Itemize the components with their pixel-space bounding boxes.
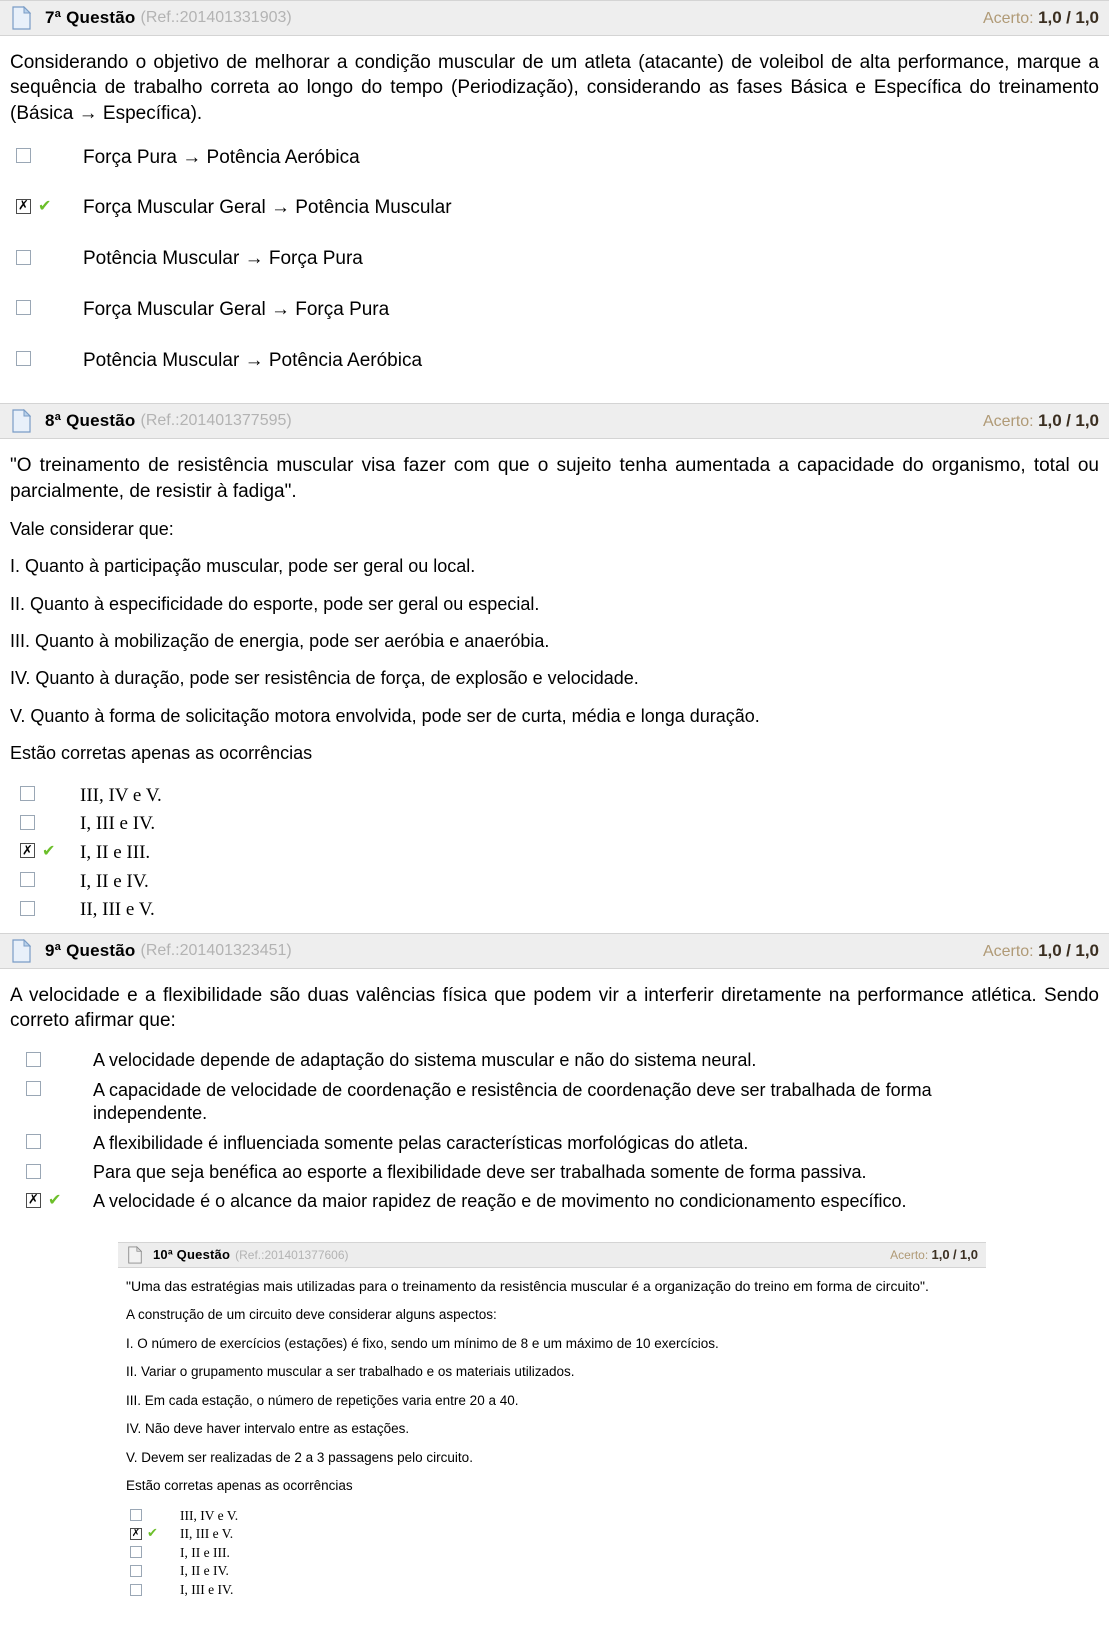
question-block-8 — [0, 403, 1109, 933]
question-body-10 — [118, 1268, 986, 1602]
checkbox-unchecked-icon[interactable] — [130, 1509, 142, 1521]
question-paragraph: IV. Não deve haver intervalo entre as estações. — [126, 1421, 410, 1437]
correct-check-icon: ✔ — [147, 1526, 158, 1542]
question-paragraph: I. Quanto à participação muscular, pode ser geral ou local. — [10, 556, 476, 577]
question-block-10 — [118, 1242, 986, 1602]
option-label: I, III e IV. — [80, 813, 156, 835]
option-row[interactable] — [122, 1581, 982, 1599]
checkbox-unchecked-icon[interactable] — [26, 1052, 41, 1067]
question-paragraph: III. Quanto à mobilização de energia, pode ser aeróbia e anaeróbia. — [10, 630, 550, 651]
option-row[interactable] — [8, 349, 1101, 374]
question-paragraph: Vale considerar que: — [10, 518, 174, 539]
option-mark[interactable] — [8, 898, 80, 916]
question-paragraph: Estão corretas apenas as ocorrências — [10, 743, 313, 764]
document-icon — [12, 409, 31, 433]
options-list-8 — [8, 784, 1101, 923]
checkbox-unchecked-icon[interactable] — [16, 300, 31, 315]
score-separator: / — [1066, 8, 1071, 27]
option-label: Força Muscular Geral → Potência Muscular — [83, 197, 452, 219]
option-row[interactable] — [122, 1525, 982, 1543]
document-icon — [128, 1246, 142, 1264]
option-mark[interactable] — [122, 1581, 180, 1596]
question-statement: "O treinamento de resistência muscular visa fazer com que o sujeito tenha aumentada a capacidade do organismo, total ou parcialmente, de resistir à fadiga". — [10, 455, 1099, 502]
option-mark[interactable] — [8, 247, 83, 265]
question-paragraph: I. O número de exercícios (estações) é fixo, sendo um mínimo de 8 e um máximo de 10 exercícios. — [126, 1335, 719, 1351]
score-value: 1,0 — [931, 1247, 950, 1263]
option-row[interactable] — [122, 1544, 982, 1562]
checkbox-checked-icon[interactable] — [130, 1528, 142, 1540]
question-block-9 — [0, 933, 1109, 1224]
option-row[interactable] — [8, 812, 1101, 837]
correct-check-icon: ✔ — [42, 840, 56, 860]
score-value: 1,0 — [1038, 940, 1062, 960]
option-row[interactable] — [8, 784, 1101, 809]
score-separator: / — [952, 1247, 957, 1263]
option-mark[interactable] — [8, 349, 83, 367]
option-mark[interactable] — [8, 1161, 93, 1179]
option-row[interactable] — [8, 247, 1101, 272]
question-title: 10ª Questão — [153, 1247, 231, 1263]
option-mark[interactable] — [122, 1525, 180, 1540]
option-row[interactable] — [8, 146, 1101, 171]
option-mark[interactable] — [122, 1544, 180, 1559]
score-value: 1,0 — [1038, 8, 1062, 27]
score-label: Acerto: — [982, 10, 1034, 27]
score-label: Acerto: — [982, 942, 1034, 960]
question-score — [983, 411, 1099, 431]
option-row[interactable] — [8, 841, 1101, 866]
option-label: II, III e V. — [180, 1526, 234, 1542]
question-body-7 — [0, 36, 1109, 403]
question-paragraph: Estão corretas apenas as ocorrências — [126, 1478, 353, 1494]
question-paragraph: A construção de um circuito deve considerar alguns aspectos: — [126, 1307, 497, 1322]
question-score — [983, 8, 1099, 28]
options-list-10 — [122, 1507, 982, 1599]
checkbox-checked-icon[interactable] — [20, 843, 35, 858]
option-label: Potência Muscular → Potência Aeróbica — [83, 349, 423, 371]
question-statement: A velocidade e a flexibilidade são duas valências física que podem vir a interferir diretamente na performance atlética. Sendo correto afirmar que: — [10, 984, 1099, 1032]
option-label: I, II e IV. — [80, 870, 149, 892]
checkbox-unchecked-icon[interactable] — [16, 351, 31, 366]
question-header-8 — [0, 403, 1109, 439]
score-separator: / — [1066, 940, 1071, 960]
option-label: Para que seja benéfica ao esporte a flexibilidade deve ser trabalhada somente de forma passiva. — [93, 1162, 867, 1183]
score-value: 1,0 — [1038, 411, 1062, 431]
question-title: 7ª Questão — [45, 8, 136, 27]
question-title: 8ª Questão — [45, 411, 136, 431]
question-statement: Considerando o objetivo de melhorar a condição muscular de um atleta (atacante) de voleibol de alta performance, marque a sequência de trabalho correta ao longo do tempo (Periodização), considerando as fases Básica e Específica do treinamento (Básica → Específica). — [10, 52, 1099, 124]
option-mark[interactable] — [8, 1049, 93, 1067]
option-label: Força Pura → Potência Aeróbica — [83, 146, 360, 168]
checkbox-unchecked-icon[interactable] — [16, 148, 31, 163]
options-list-7 — [8, 146, 1101, 373]
question-header-7 — [0, 0, 1109, 36]
option-label: Força Muscular Geral → Força Pura — [83, 298, 390, 320]
question-header-10 — [118, 1242, 986, 1268]
checkbox-unchecked-icon[interactable] — [26, 1164, 41, 1179]
option-row[interactable] — [8, 1079, 1101, 1126]
checkbox-unchecked-icon[interactable] — [130, 1546, 142, 1558]
option-row[interactable] — [8, 1190, 1101, 1213]
checkbox-checked-icon[interactable] — [26, 1193, 41, 1208]
correct-check-icon: ✔ — [38, 196, 52, 216]
checkbox-unchecked-icon[interactable] — [26, 1081, 41, 1096]
option-mark[interactable] — [8, 870, 80, 888]
option-label: I, II e III. — [180, 1544, 230, 1560]
option-row[interactable] — [8, 298, 1101, 323]
score-separator: / — [1066, 411, 1071, 431]
checkbox-unchecked-icon[interactable] — [20, 815, 35, 830]
checkbox-checked-icon[interactable] — [16, 199, 31, 214]
option-label: A velocidade depende de adaptação do sistema muscular e não do sistema neural. — [93, 1050, 757, 1071]
score-total: 1,0 — [1075, 411, 1099, 431]
question-ref: (Ref.:201401377606) — [235, 1247, 349, 1262]
option-mark[interactable] — [8, 146, 83, 164]
option-mark[interactable] — [8, 784, 80, 802]
question-paragraph: V. Quanto à forma de solicitação motora envolvida, pode ser de curta, média e longa duração. — [10, 705, 760, 726]
score-label: Acerto: — [982, 413, 1034, 431]
score-total: 1,0 — [959, 1247, 978, 1263]
question-title: 9ª Questão — [45, 940, 136, 960]
question-score — [983, 941, 1099, 961]
option-mark[interactable] — [8, 1190, 93, 1208]
option-label: III, IV e V. — [180, 1507, 239, 1523]
checkbox-unchecked-icon[interactable] — [16, 250, 31, 265]
question-body-8 — [0, 439, 1109, 933]
option-mark[interactable] — [8, 1132, 93, 1150]
option-label: III, IV e V. — [80, 784, 162, 806]
option-row[interactable] — [8, 196, 1101, 221]
question-ref: (Ref.:201401323451) — [140, 941, 292, 959]
question-paragraph: IV. Quanto à duração, pode ser resistência de força, de explosão e velocidade. — [10, 668, 639, 689]
option-mark[interactable] — [8, 812, 80, 830]
option-label: I, II e III. — [80, 841, 151, 863]
document-icon — [12, 939, 31, 963]
option-label: A capacidade de velocidade de coordenação e resistência de coordenação deve ser trabalhada de forma independente. — [93, 1079, 932, 1124]
option-mark[interactable] — [8, 298, 83, 316]
checkbox-unchecked-icon[interactable] — [20, 901, 35, 916]
option-mark[interactable] — [8, 841, 80, 859]
option-row[interactable] — [8, 1132, 1101, 1155]
option-label: I, III e IV. — [180, 1582, 234, 1598]
score-label: Acerto: — [890, 1248, 929, 1263]
option-mark[interactable] — [8, 196, 83, 214]
option-label: I, II e IV. — [180, 1563, 229, 1579]
document-icon — [12, 6, 31, 30]
option-mark[interactable] — [8, 1079, 93, 1097]
correct-check-icon: ✔ — [48, 1190, 62, 1210]
checkbox-unchecked-icon[interactable] — [130, 1565, 142, 1577]
checkbox-unchecked-icon[interactable] — [130, 1584, 142, 1596]
option-label: II, III e V. — [80, 899, 155, 921]
question-block-7 — [0, 0, 1109, 403]
question-paragraph: II. Quanto à especificidade do esporte, pode ser geral ou especial. — [10, 593, 540, 614]
question-body-9 — [0, 969, 1109, 1224]
question-header-9 — [0, 933, 1109, 969]
checkbox-unchecked-icon[interactable] — [20, 872, 35, 887]
checkbox-unchecked-icon[interactable] — [26, 1134, 41, 1149]
option-label: Potência Muscular → Força Pura — [83, 248, 363, 270]
checkbox-unchecked-icon[interactable] — [20, 786, 35, 801]
option-label: A velocidade é o alcance da maior rapidez de reação e de movimento no condicionamento específico. — [93, 1191, 907, 1212]
question-ref: (Ref.:201401377595) — [140, 412, 292, 430]
question-paragraph: II. Variar o grupamento muscular a ser trabalhado e os materiais utilizados. — [126, 1364, 575, 1380]
question-statement: "Uma das estratégias mais utilizadas para o treinamento da resistência muscular é a organização do treino em forma de circuito". — [126, 1277, 929, 1294]
option-mark[interactable] — [122, 1507, 180, 1522]
option-row[interactable] — [8, 898, 1101, 923]
question-score — [890, 1247, 978, 1262]
option-row[interactable] — [122, 1507, 982, 1525]
score-total: 1,0 — [1075, 940, 1099, 960]
option-label: A flexibilidade é influenciada somente pelas características morfológicas do atleta. — [93, 1132, 749, 1153]
option-mark[interactable] — [122, 1562, 180, 1577]
option-row[interactable] — [122, 1562, 982, 1580]
option-row[interactable] — [8, 1161, 1101, 1184]
question-paragraph: III. Em cada estação, o número de repetições varia entre 20 a 40. — [126, 1392, 519, 1408]
question-paragraph: V. Devem ser realizadas de 2 a 3 passagens pelo circuito. — [126, 1449, 473, 1465]
question-ref: (Ref.:201401331903) — [140, 9, 292, 26]
score-total: 1,0 — [1075, 8, 1099, 27]
options-list-9 — [8, 1049, 1101, 1213]
option-row[interactable] — [8, 870, 1101, 895]
option-row[interactable] — [8, 1049, 1101, 1072]
